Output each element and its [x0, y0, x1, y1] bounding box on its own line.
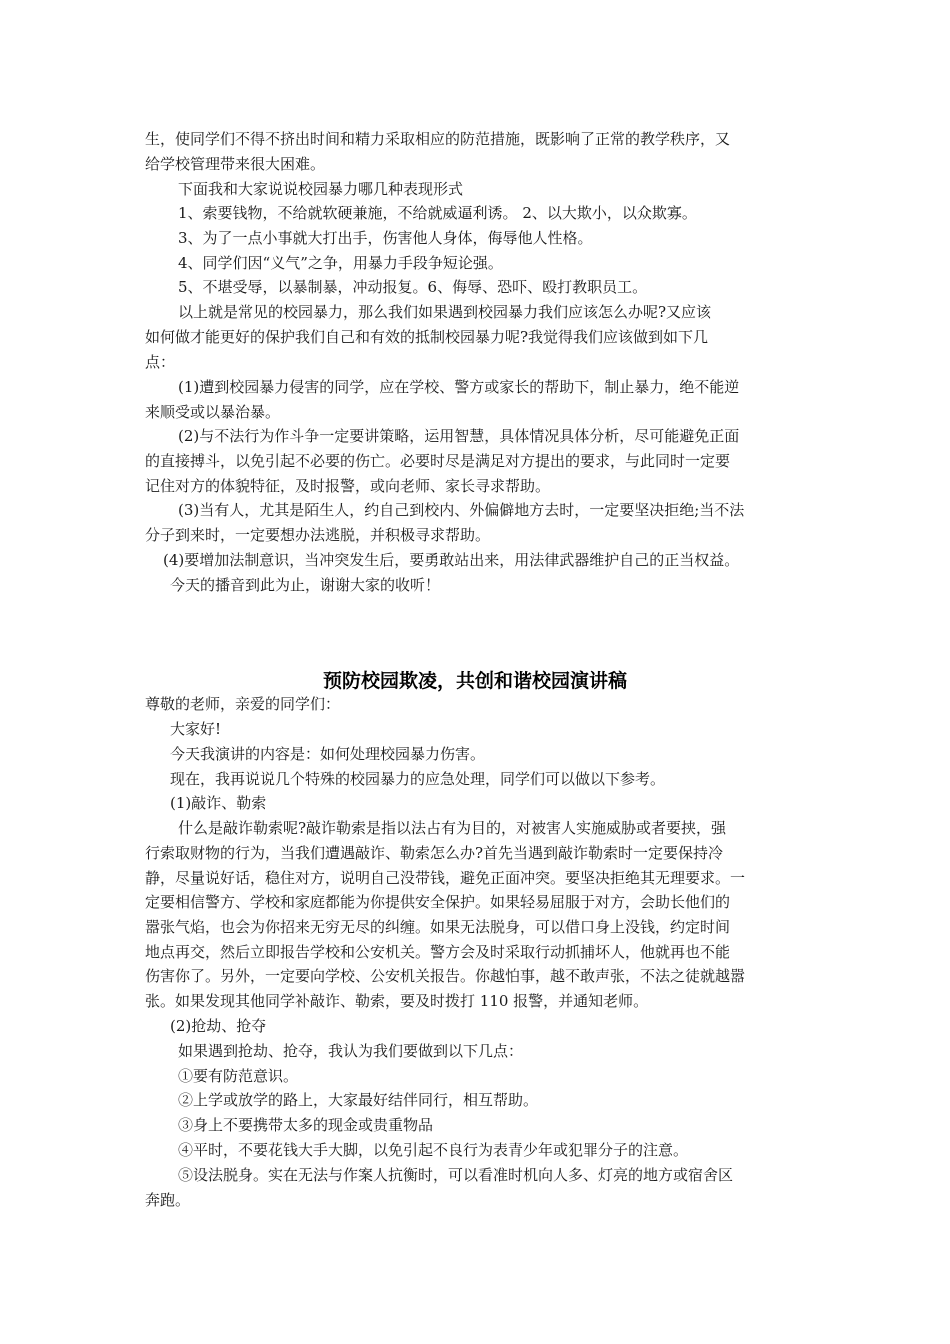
speech-text-line: 现在，我再说说几个特殊的校园暴力的应急处理，同学们可以做以下参考。	[170, 770, 666, 788]
upper-text-line: 分子到来时，一定要想办法逃脱，并积极寻求帮助。	[145, 526, 491, 544]
upper-text-line: 5、不堪受辱，以暴制暴，冲动报复。6、侮辱、恐吓、殴打教职员工。	[178, 278, 648, 296]
speech-text-line: 今天我演讲的内容是：如何处理校园暴力伤害。	[170, 745, 486, 763]
speech-text-line: 嚣张气焰，也会为你招来无穷无尽的纠缠。如果无法脱身，可以借口身上没钱，约定时间	[145, 918, 731, 936]
speech-text-line: 什么是敲诈勒索呢?敲诈勒索是指以法占有为目的，对被害人实施威胁或者要挟，强	[178, 819, 727, 837]
upper-text-line: 3、为了一点小事就大打出手，伤害他人身体，侮辱他人性格。	[178, 229, 593, 247]
upper-text-line: (1)遭到校园暴力侵害的同学，应在学校、警方或家长的帮助下，制止暴力，绝不能逆	[178, 378, 740, 396]
upper-text-line: 生，使同学们不得不挤出时间和精力采取相应的防范措施，既影响了正常的教学秩序，又	[145, 130, 731, 148]
speech-text-line: 地点再交，然后立即报告学校和公安机关。警方会及时采取行动抓捕坏人，他就再也不能	[145, 943, 731, 961]
upper-text-line: 4、同学们因“义气”之争，用暴力手段争短论强。	[178, 254, 503, 272]
speech-text-line: (2)抢劫、抢夺	[170, 1017, 267, 1035]
speech-text-line: 张。如果发现其他同学补敲诈、勒索，要及时拨打 110 报警，并通知老师。	[145, 992, 649, 1010]
upper-text-line: (2)与不法行为作斗争一定要讲策略，运用智慧，具体情况具体分析，尽可能避免正面	[178, 427, 740, 445]
upper-text-line: 下面我和大家说说校园暴力哪几种表现形式	[178, 180, 464, 198]
upper-text-line: 今天的播音到此为止，谢谢大家的收听！	[170, 576, 441, 594]
speech-text-line: 大家好!	[170, 720, 222, 738]
speech-text-line: ⑤设法脱身。实在无法与作案人抗衡时，可以看准时机向人多、灯亮的地方或宿舍区	[178, 1166, 734, 1184]
upper-text-line: 记住对方的体貌特征，及时报警，或向老师、家长寻求帮助。	[145, 477, 551, 495]
speech-text-line: 定要相信警方、学校和家庭都能为你提供安全保护。如果轻易屈服于对方，会助长他们的	[145, 893, 731, 911]
upper-text-line: 以上就是常见的校园暴力，那么我们如果遇到校园暴力我们应该怎么办呢?又应该	[178, 303, 712, 321]
speech-text-line: ④平时，不要花钱大手大脚，以免引起不良行为表青少年或犯罪分子的注意。	[178, 1141, 689, 1159]
speech-text-line: ②上学或放学的路上，大家最好结伴同行，相互帮助。	[178, 1091, 539, 1109]
upper-text-line: 1、索要钱物，不给就软硬兼施，不给就威逼利诱。 2、以大欺小，以众欺寡。	[178, 204, 697, 222]
speech-text-line: (1)敲诈、勒索	[170, 794, 267, 812]
speech-text-line: 行索取财物的行为，当我们遭遇敲诈、勒索怎么办?首先当遇到敲诈勒索时一定要保持冷	[145, 844, 724, 862]
upper-text-line: 如何做才能更好的保护我们自己和有效的抵制校园暴力呢?我觉得我们应该做到如下几	[145, 328, 709, 346]
upper-text-line: 点：	[145, 353, 176, 371]
upper-text-line: (3)当有人，尤其是陌生人，约自己到校内、外偏僻地方去时，一定要坚决拒绝;当不法	[178, 501, 745, 519]
upper-text-line: 来顺受或以暴治暴。	[145, 403, 281, 421]
speech-text-line: 伤害你了。另外，一定要向学校、公安机关报告。你越怕事，越不敢声张，不法之徒就越嚣	[145, 967, 746, 985]
upper-text-line: 给学校管理带来很大困难。	[145, 155, 326, 173]
speech-text-line: 奔跑。	[145, 1191, 191, 1209]
speech-text-line: ①要有防范意识。	[178, 1067, 299, 1085]
speech-text-line: 静，尽量说好话，稳住对方，说明自己没带钱，避免正面冲突。要坚决拒绝其无理要求。一	[145, 869, 746, 887]
speech-text-line: 如果遇到抢劫、抢夺，我认为我们要做到以下几点：	[178, 1042, 524, 1060]
speech-text-line: 尊敬的老师，亲爱的同学们：	[145, 695, 341, 713]
speech-text-line: ③身上不要携带太多的现金或贵重物品	[178, 1116, 434, 1134]
speech-title: 预防校园欺凌，共创和谐校园演讲稿	[322, 670, 627, 692]
upper-text-line: (4)要增加法制意识，当冲突发生后，要勇敢站出来，用法律武器维护自己的正当权益。	[163, 551, 740, 569]
upper-text-line: 的直接搏斗，以免引起不必要的伤亡。必要时尽是满足对方提出的要求，与此同时一定要	[145, 452, 731, 470]
